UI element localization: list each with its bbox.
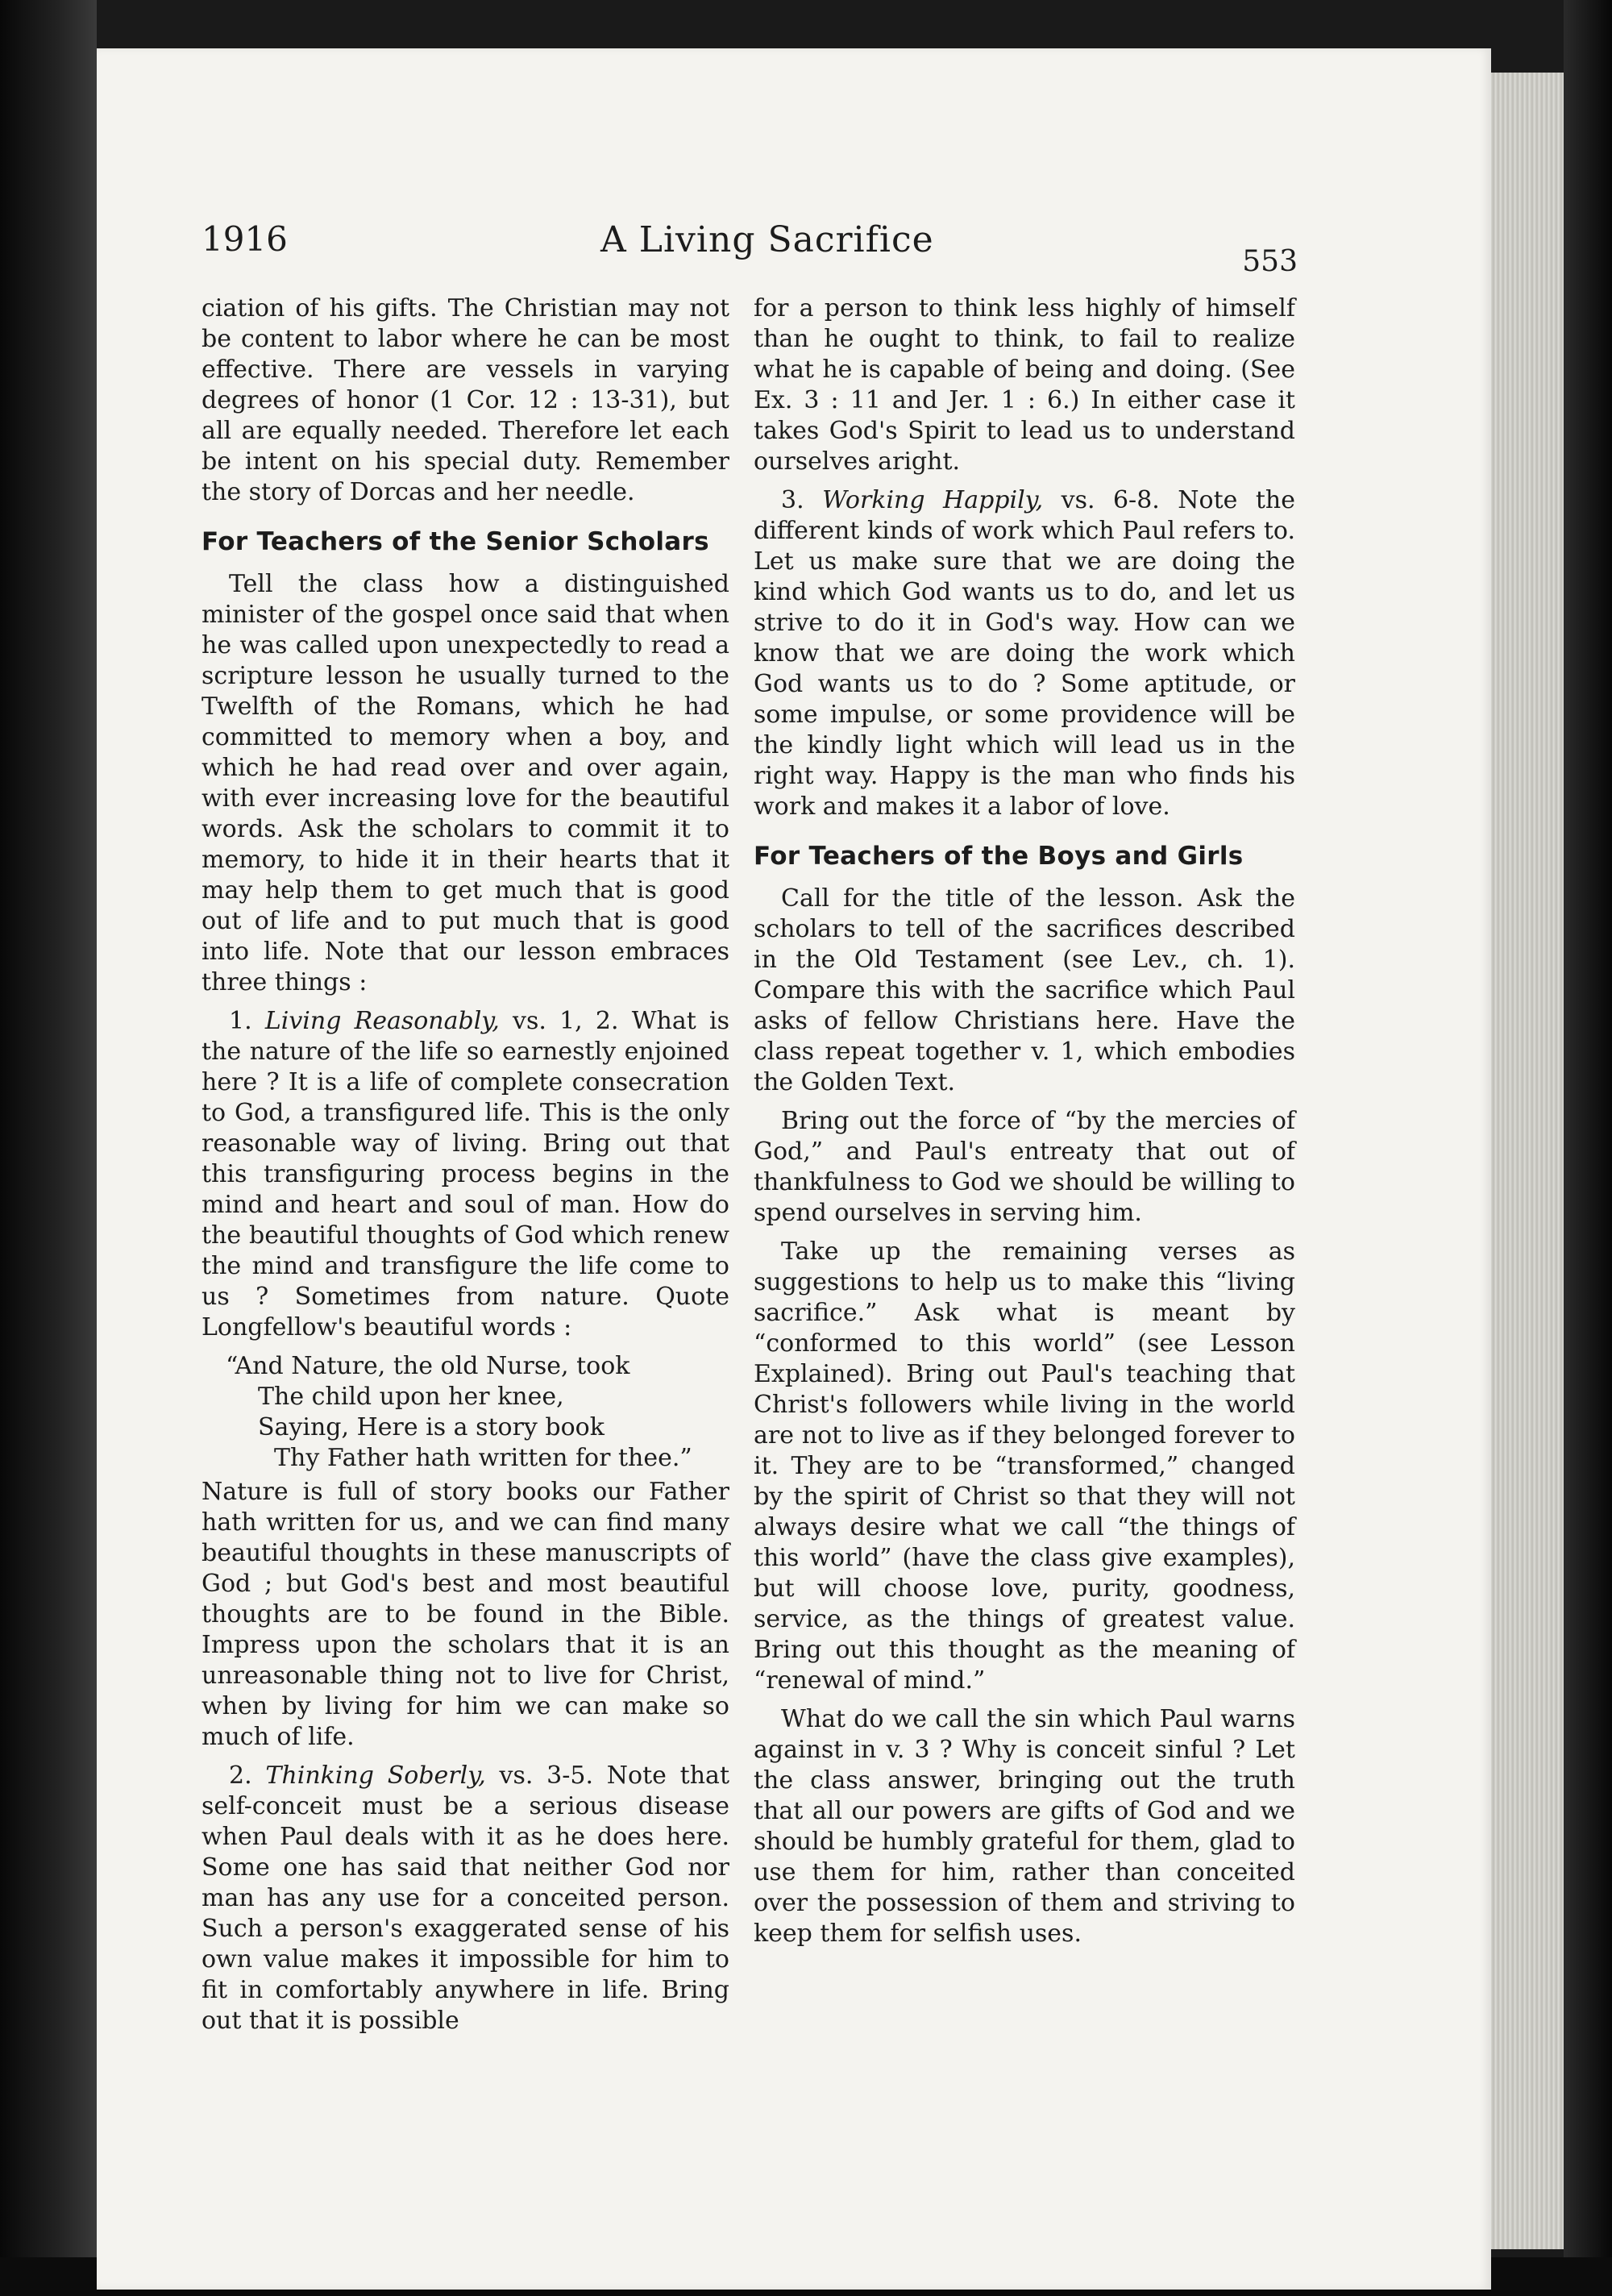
book-edge-right xyxy=(1564,0,1612,2296)
poem-line: The child upon her knee, xyxy=(258,1383,564,1411)
item-title: Living Reasonably, xyxy=(264,1007,500,1035)
item-text: vs. 6-8. Note the different kinds of work which Paul refers to. Let us make sure that we are doing the kind which God wants us to do, and let us strive to do it in God's way. How can we know that we are doing the work which God wants us to do ? Some aptitude, or some impulse, or some providence will be the kindly light which will lead us in the right way. Happy is the man who finds his work and makes it a labor of love. xyxy=(754,486,1295,821)
item-number: 2. xyxy=(229,1762,252,1790)
item-title: Thinking Soberly, xyxy=(265,1762,486,1790)
item-title: Working Happily, xyxy=(822,486,1044,514)
heading-senior-scholars: For Teachers of the Senior Scholars xyxy=(202,527,709,556)
poem-line: “And Nature, the old Nurse, took xyxy=(226,1352,630,1380)
book-page-edges xyxy=(1491,73,1564,2249)
paragraph-boys-4: What do we call the sin which Paul warns against in v. 3 ? Why is conceit sinful ? Let the class answer, bringing out the truth that all our powers are gifts of God and we should be humbly grateful for them, glad to use them for him, rather than conceited over the possession of them and striving to keep them for selfish uses. xyxy=(754,1705,1295,1948)
right-column xyxy=(754,293,1295,1957)
item-number: 3. xyxy=(781,486,804,514)
item-text: vs. 3-5. Note that self-conceit must be a serious disease when Paul deals with it as he does here. Some one has said that neither God nor man has any use for a conceited person. Such a person's exaggerated sense of his own value makes it impossible for him to fit in comfortably anywhere in life. Bring out that it is possible xyxy=(202,1762,729,2035)
paragraph-living-reasonably xyxy=(202,1006,729,1343)
paragraph-boys-3: Take up the remaining verses as suggestions to help us to make this “living sacrifice.” Ask what is meant by “conformed to this world” (see Lesson Explained). Bring out Paul's teaching that Christ's followers while living in the world are not to live as if they belonged forever to it. They are to be “transformed,” changed by the spirit of Christ so that they will not always desire what we call “the things of this world” (have the class give examples), but will choose love, purity, goodness, service, as the things of greatest value. Bring out this thought as the meaning of “renewal of mind.” xyxy=(754,1237,1295,1695)
left-column xyxy=(202,293,729,2044)
paragraph-boys-1: Call for the title of the lesson. Ask the scholars to tell of the sacrifices described in the Old Testament (see Lev., ch. 1). Compare this with the sacrifice which Paul asks of fellow Christians here. Have the class repeat together v. 1, which embodies the Golden Text. xyxy=(754,884,1295,1096)
paragraph-senior-1: Tell the class how a distinguished minister of the gospel once said that when he was called upon unexpectedly to read a scripture lesson he usually turned to the Twelfth of the Romans, which he had committed to memory when a boy, and which he had read over and over again, with ever increasing love for the beautiful words. Ask the scholars to commit it to memory, to hide it in their hearts that it may help them to get much that is good out of life and to put much that is good into life. Note that our lesson embraces three things : xyxy=(202,570,729,996)
header-title: A Living Sacrifice xyxy=(600,219,934,260)
paragraph-continued: for a person to think less highly of himself than he ought to think, to fail to realize what he is capable of being and doing. (See Ex. 3 : 11 and Jer. 1 : 6.) In either case it takes God's Spirit to lead us to understand ourselves aright. xyxy=(754,294,1295,476)
poem-line: Thy Father hath written for thee.” xyxy=(274,1444,692,1472)
book-gutter-left xyxy=(0,0,97,2296)
paragraph-after-poem: Nature is full of story books our Father hath written for us, and we can find many beautiful thoughts in these manuscripts of God ; but God's best and most beautiful thoughts are to be found in the Bible. Impress upon the scholars that it is an unreasonable thing not to live for Christ, when by living for him we can make so much of life. xyxy=(202,1478,729,1751)
paragraph-intro: ciation of his gifts. The Christian may not be content to labor where he can be most effective. There are vessels in varying degrees of honor (1 Cor. 12 : 13-31), but all are equally needed. Therefore let each be intent on his special duty. Remember the story of Dorcas and her needle. xyxy=(202,294,729,506)
page-number: 553 xyxy=(1242,245,1298,278)
item-text: vs. 1, 2. What is the nature of the life so earnestly enjoined here ? It is a life of complete consecration to God, a transfigured life. This is the only reasonable way of living. Bring out that this transfiguring process begins in the mind and heart and soul of man. How do the beautiful thoughts of God which renew the mind and transfigure the life come to us ? Sometimes from nature. Quote Longfellow's beautiful words : xyxy=(202,1007,730,1341)
longfellow-poem xyxy=(226,1351,729,1474)
heading-boys-and-girls: For Teachers of the Boys and Girls xyxy=(754,842,1244,871)
paragraph-working-happily xyxy=(754,485,1295,822)
running-header xyxy=(202,219,1298,278)
header-year: 1916 xyxy=(202,219,288,259)
paragraph-thinking-soberly xyxy=(202,1761,729,2036)
item-number: 1. xyxy=(229,1007,252,1035)
paragraph-boys-2: Bring out the force of “by the mercies of God,” and Paul's entreaty that out of thankfulness to God we should be willing to spend ourselves in serving him. xyxy=(754,1107,1295,1227)
poem-line: Saying, Here is a story book xyxy=(258,1413,604,1441)
